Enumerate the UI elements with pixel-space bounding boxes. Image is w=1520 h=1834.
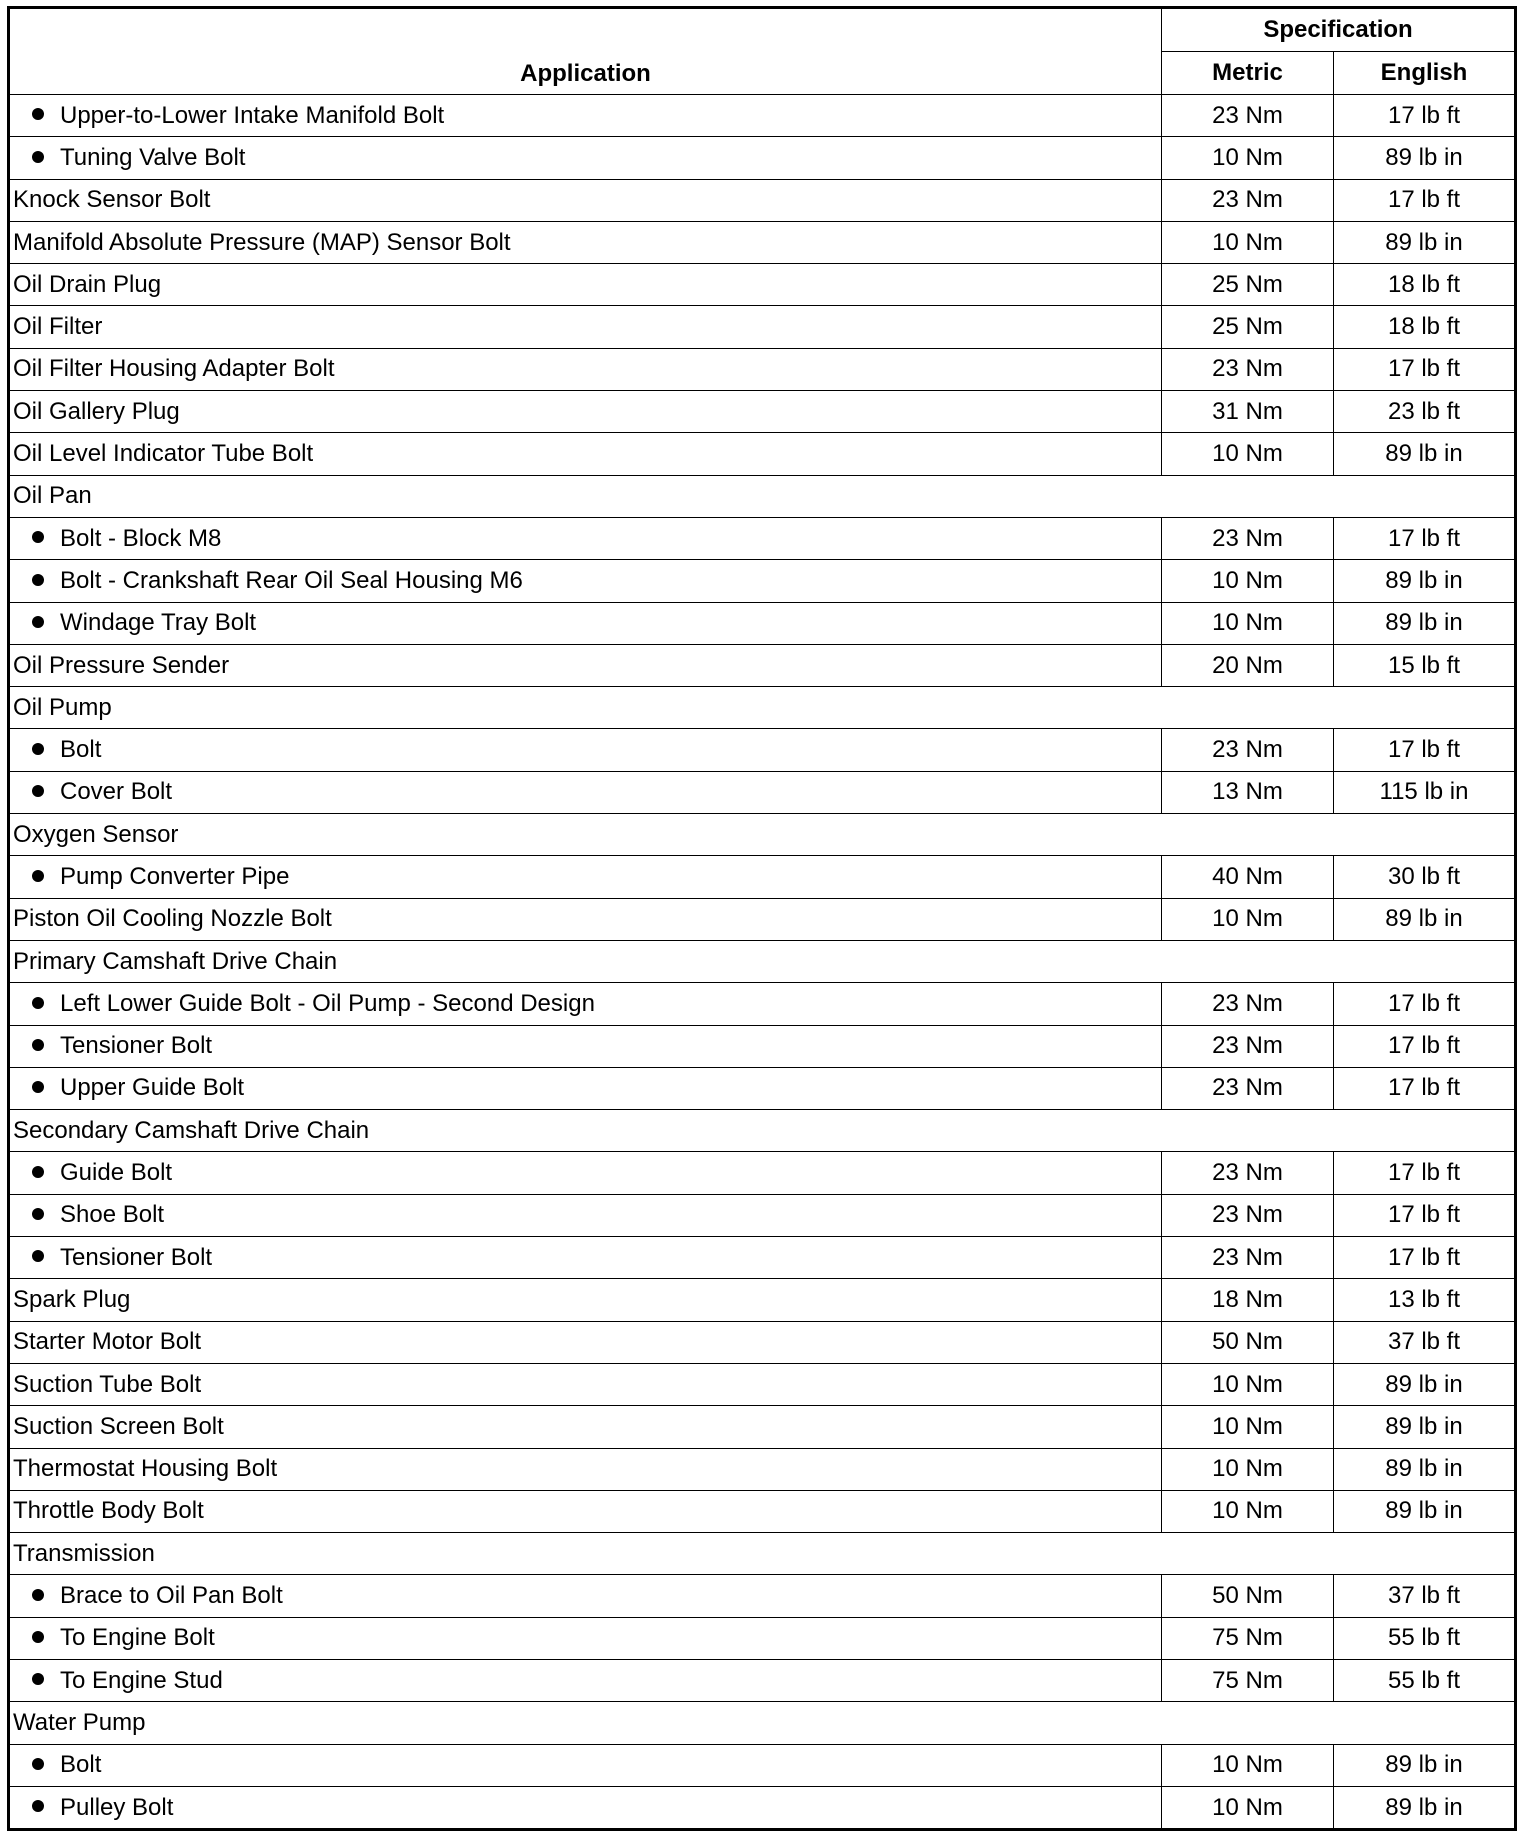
application-cell — [9, 1025, 1162, 1067]
bullet-icon — [32, 1250, 44, 1262]
english-value: 89 lb in — [1334, 433, 1516, 475]
group-label: Primary Camshaft Drive Chain — [9, 940, 1516, 982]
application-label: Oil Pressure Sender — [13, 651, 230, 679]
metric-value: 23 Nm — [1162, 517, 1334, 559]
application-label: Bolt - Crankshaft Rear Oil Seal Housing M6 — [60, 566, 523, 594]
application-cell — [9, 1363, 1162, 1405]
table-row — [9, 1237, 1516, 1279]
table-row — [9, 771, 1516, 813]
english-value: 89 lb in — [1334, 1406, 1516, 1448]
metric-value: 40 Nm — [1162, 856, 1334, 898]
table-body — [9, 95, 1516, 1830]
metric-value: 20 Nm — [1162, 644, 1334, 686]
table-row — [9, 1786, 1516, 1829]
group-label: Water Pump — [9, 1702, 1516, 1744]
english-value: 23 lb ft — [1334, 391, 1516, 433]
table-row — [9, 221, 1516, 263]
table-row — [9, 391, 1516, 433]
table-row — [9, 137, 1516, 179]
application-cell — [9, 391, 1162, 433]
english-value: 89 lb in — [1334, 560, 1516, 602]
application-label: To Engine Stud — [60, 1666, 223, 1694]
metric-value: 75 Nm — [1162, 1659, 1334, 1701]
application-cell — [9, 1237, 1162, 1279]
table-row — [9, 1448, 1516, 1490]
english-value: 37 lb ft — [1334, 1321, 1516, 1363]
english-value: 17 lb ft — [1334, 348, 1516, 390]
application-cell — [9, 1617, 1162, 1659]
application-label: Spark Plug — [13, 1285, 131, 1313]
table-row — [9, 644, 1516, 686]
application-cell — [9, 898, 1162, 940]
bullet-icon — [32, 1039, 44, 1051]
english-value: 89 lb in — [1334, 1490, 1516, 1532]
metric-value: 23 Nm — [1162, 1025, 1334, 1067]
metric-value: 10 Nm — [1162, 898, 1334, 940]
application-label: Knock Sensor Bolt — [13, 186, 211, 214]
metric-value: 10 Nm — [1162, 1448, 1334, 1490]
group-label: Oil Pump — [9, 687, 1516, 729]
application-label: To Engine Bolt — [60, 1624, 215, 1652]
metric-value: 50 Nm — [1162, 1575, 1334, 1617]
bullet-icon — [32, 785, 44, 797]
application-label: Bolt - Block M8 — [60, 524, 222, 552]
english-value: 17 lb ft — [1334, 179, 1516, 221]
table-row — [9, 517, 1516, 559]
english-value: 55 lb ft — [1334, 1659, 1516, 1701]
application-label: Thermostat Housing Bolt — [13, 1455, 278, 1483]
application-label: Pulley Bolt — [60, 1793, 174, 1821]
application-cell — [9, 1406, 1162, 1448]
table-row — [9, 1490, 1516, 1532]
table-row — [9, 1025, 1516, 1067]
application-label: Upper-to-Lower Intake Manifold Bolt — [60, 101, 445, 129]
group-row — [9, 1533, 1516, 1575]
application-label: Suction Screen Bolt — [13, 1412, 224, 1440]
english-value: 89 lb in — [1334, 1448, 1516, 1490]
application-label: Windage Tray Bolt — [60, 609, 257, 637]
metric-header: Metric — [1162, 52, 1334, 95]
application-label: Tensioner Bolt — [60, 1243, 213, 1271]
application-cell — [9, 856, 1162, 898]
english-value: 17 lb ft — [1334, 1237, 1516, 1279]
metric-value: 10 Nm — [1162, 1786, 1334, 1829]
table-row — [9, 1406, 1516, 1448]
application-cell — [9, 1321, 1162, 1363]
metric-value: 10 Nm — [1162, 602, 1334, 644]
application-label: Upper Guide Bolt — [60, 1074, 245, 1102]
application-cell — [9, 1279, 1162, 1321]
application-cell — [9, 560, 1162, 602]
table-row — [9, 1575, 1516, 1617]
table-row — [9, 264, 1516, 306]
group-row — [9, 814, 1516, 856]
metric-value: 25 Nm — [1162, 264, 1334, 306]
metric-value: 10 Nm — [1162, 1744, 1334, 1786]
english-value: 17 lb ft — [1334, 1067, 1516, 1109]
english-value: 89 lb in — [1334, 898, 1516, 940]
bullet-icon — [32, 616, 44, 628]
metric-value: 23 Nm — [1162, 1067, 1334, 1109]
application-label: Oil Gallery Plug — [13, 397, 180, 425]
application-label: Oil Filter Housing Adapter Bolt — [13, 355, 335, 383]
application-label: Tuning Valve Bolt — [60, 143, 246, 171]
group-row — [9, 940, 1516, 982]
english-value: 17 lb ft — [1334, 729, 1516, 771]
group-row — [9, 1110, 1516, 1152]
english-value: 18 lb ft — [1334, 264, 1516, 306]
metric-value: 23 Nm — [1162, 983, 1334, 1025]
metric-value: 31 Nm — [1162, 391, 1334, 433]
bullet-icon — [32, 1589, 44, 1601]
metric-value: 10 Nm — [1162, 1490, 1334, 1532]
application-label: Starter Motor Bolt — [13, 1328, 202, 1356]
english-value: 17 lb ft — [1334, 983, 1516, 1025]
english-value: 89 lb in — [1334, 137, 1516, 179]
application-cell — [9, 348, 1162, 390]
bullet-icon — [32, 574, 44, 586]
table-row — [9, 856, 1516, 898]
english-header: English — [1334, 52, 1516, 95]
table-row — [9, 95, 1516, 137]
metric-value: 23 Nm — [1162, 179, 1334, 221]
group-row — [9, 475, 1516, 517]
metric-value: 23 Nm — [1162, 1152, 1334, 1194]
english-value: 89 lb in — [1334, 1786, 1516, 1829]
application-cell — [9, 1744, 1162, 1786]
english-value: 37 lb ft — [1334, 1575, 1516, 1617]
group-label: Oxygen Sensor — [9, 814, 1516, 856]
table-row — [9, 179, 1516, 221]
english-value: 17 lb ft — [1334, 95, 1516, 137]
specification-header: Specification — [1162, 8, 1516, 52]
application-label: Manifold Absolute Pressure (MAP) Sensor Bolt — [13, 228, 511, 256]
metric-value: 23 Nm — [1162, 95, 1334, 137]
application-label: Bolt — [60, 736, 102, 764]
english-value: 17 lb ft — [1334, 1025, 1516, 1067]
group-row — [9, 687, 1516, 729]
table-row — [9, 898, 1516, 940]
metric-value: 23 Nm — [1162, 1237, 1334, 1279]
table-row — [9, 1279, 1516, 1321]
table-row — [9, 1321, 1516, 1363]
metric-value: 50 Nm — [1162, 1321, 1334, 1363]
metric-value: 25 Nm — [1162, 306, 1334, 348]
application-cell — [9, 1067, 1162, 1109]
table-row — [9, 433, 1516, 475]
application-label: Pump Converter Pipe — [60, 862, 290, 890]
metric-value: 10 Nm — [1162, 137, 1334, 179]
application-label: Oil Filter — [13, 313, 103, 341]
application-label: Cover Bolt — [60, 778, 173, 806]
bullet-icon — [32, 1631, 44, 1643]
application-label: Oil Drain Plug — [13, 270, 162, 298]
application-cell — [9, 137, 1162, 179]
group-label: Secondary Camshaft Drive Chain — [9, 1110, 1516, 1152]
english-value: 15 lb ft — [1334, 644, 1516, 686]
application-label: Left Lower Guide Bolt - Oil Pump - Second Design — [60, 989, 595, 1017]
application-cell — [9, 1786, 1162, 1829]
application-cell — [9, 771, 1162, 813]
bullet-icon — [32, 108, 44, 120]
application-cell — [9, 983, 1162, 1025]
application-label: Piston Oil Cooling Nozzle Bolt — [13, 905, 332, 933]
metric-value: 10 Nm — [1162, 1406, 1334, 1448]
application-cell — [9, 179, 1162, 221]
application-cell — [9, 1575, 1162, 1617]
metric-value: 10 Nm — [1162, 433, 1334, 475]
application-cell — [9, 264, 1162, 306]
application-label: Shoe Bolt — [60, 1201, 165, 1229]
english-value: 13 lb ft — [1334, 1279, 1516, 1321]
english-value: 89 lb in — [1334, 1363, 1516, 1405]
bullet-icon — [32, 1800, 44, 1812]
table-row — [9, 306, 1516, 348]
metric-value: 13 Nm — [1162, 771, 1334, 813]
application-cell — [9, 306, 1162, 348]
english-value: 17 lb ft — [1334, 517, 1516, 559]
english-value: 17 lb ft — [1334, 1152, 1516, 1194]
application-cell — [9, 433, 1162, 475]
application-cell — [9, 729, 1162, 771]
table-row — [9, 1194, 1516, 1236]
application-cell — [9, 221, 1162, 263]
bullet-icon — [32, 1081, 44, 1093]
english-value: 89 lb in — [1334, 1744, 1516, 1786]
table-header — [9, 8, 1516, 95]
torque-spec-table — [7, 6, 1517, 1831]
bullet-icon — [32, 1166, 44, 1178]
application-label: Guide Bolt — [60, 1159, 173, 1187]
bullet-icon — [32, 997, 44, 1009]
application-label: Suction Tube Bolt — [13, 1370, 202, 1398]
table-row — [9, 729, 1516, 771]
application-cell — [9, 1490, 1162, 1532]
application-label: Bolt — [60, 1751, 102, 1779]
table-row — [9, 1744, 1516, 1786]
bullet-icon — [32, 1758, 44, 1770]
english-value: 115 lb in — [1334, 771, 1516, 813]
application-label: Oil Level Indicator Tube Bolt — [13, 440, 314, 468]
group-label: Transmission — [9, 1533, 1516, 1575]
english-value: 89 lb in — [1334, 602, 1516, 644]
metric-value: 18 Nm — [1162, 1279, 1334, 1321]
bullet-icon — [32, 151, 44, 163]
english-value: 17 lb ft — [1334, 1194, 1516, 1236]
application-label: Throttle Body Bolt — [13, 1497, 204, 1525]
application-cell — [9, 517, 1162, 559]
application-label: Brace to Oil Pan Bolt — [60, 1582, 283, 1610]
group-row — [9, 1702, 1516, 1744]
bullet-icon — [32, 1673, 44, 1685]
application-cell — [9, 1194, 1162, 1236]
application-cell — [9, 95, 1162, 137]
english-value: 18 lb ft — [1334, 306, 1516, 348]
application-cell — [9, 1152, 1162, 1194]
table-row — [9, 1617, 1516, 1659]
metric-value: 75 Nm — [1162, 1617, 1334, 1659]
metric-value: 23 Nm — [1162, 1194, 1334, 1236]
table-row — [9, 602, 1516, 644]
bullet-icon — [32, 870, 44, 882]
english-value: 55 lb ft — [1334, 1617, 1516, 1659]
bullet-icon — [32, 743, 44, 755]
table-row — [9, 1067, 1516, 1109]
bullet-icon — [32, 531, 44, 543]
application-cell — [9, 1448, 1162, 1490]
application-cell — [9, 602, 1162, 644]
table-row — [9, 560, 1516, 602]
english-value: 30 lb ft — [1334, 856, 1516, 898]
application-header: Application — [9, 8, 1162, 95]
table-row — [9, 1659, 1516, 1701]
table-row — [9, 983, 1516, 1025]
application-cell — [9, 1659, 1162, 1701]
application-label: Tensioner Bolt — [60, 1032, 213, 1060]
metric-value: 10 Nm — [1162, 221, 1334, 263]
bullet-icon — [32, 1208, 44, 1220]
table-row — [9, 1363, 1516, 1405]
table-row — [9, 1152, 1516, 1194]
application-cell — [9, 644, 1162, 686]
metric-value: 23 Nm — [1162, 729, 1334, 771]
table-row — [9, 348, 1516, 390]
metric-value: 10 Nm — [1162, 1363, 1334, 1405]
group-label: Oil Pan — [9, 475, 1516, 517]
metric-value: 23 Nm — [1162, 348, 1334, 390]
metric-value: 10 Nm — [1162, 560, 1334, 602]
english-value: 89 lb in — [1334, 221, 1516, 263]
